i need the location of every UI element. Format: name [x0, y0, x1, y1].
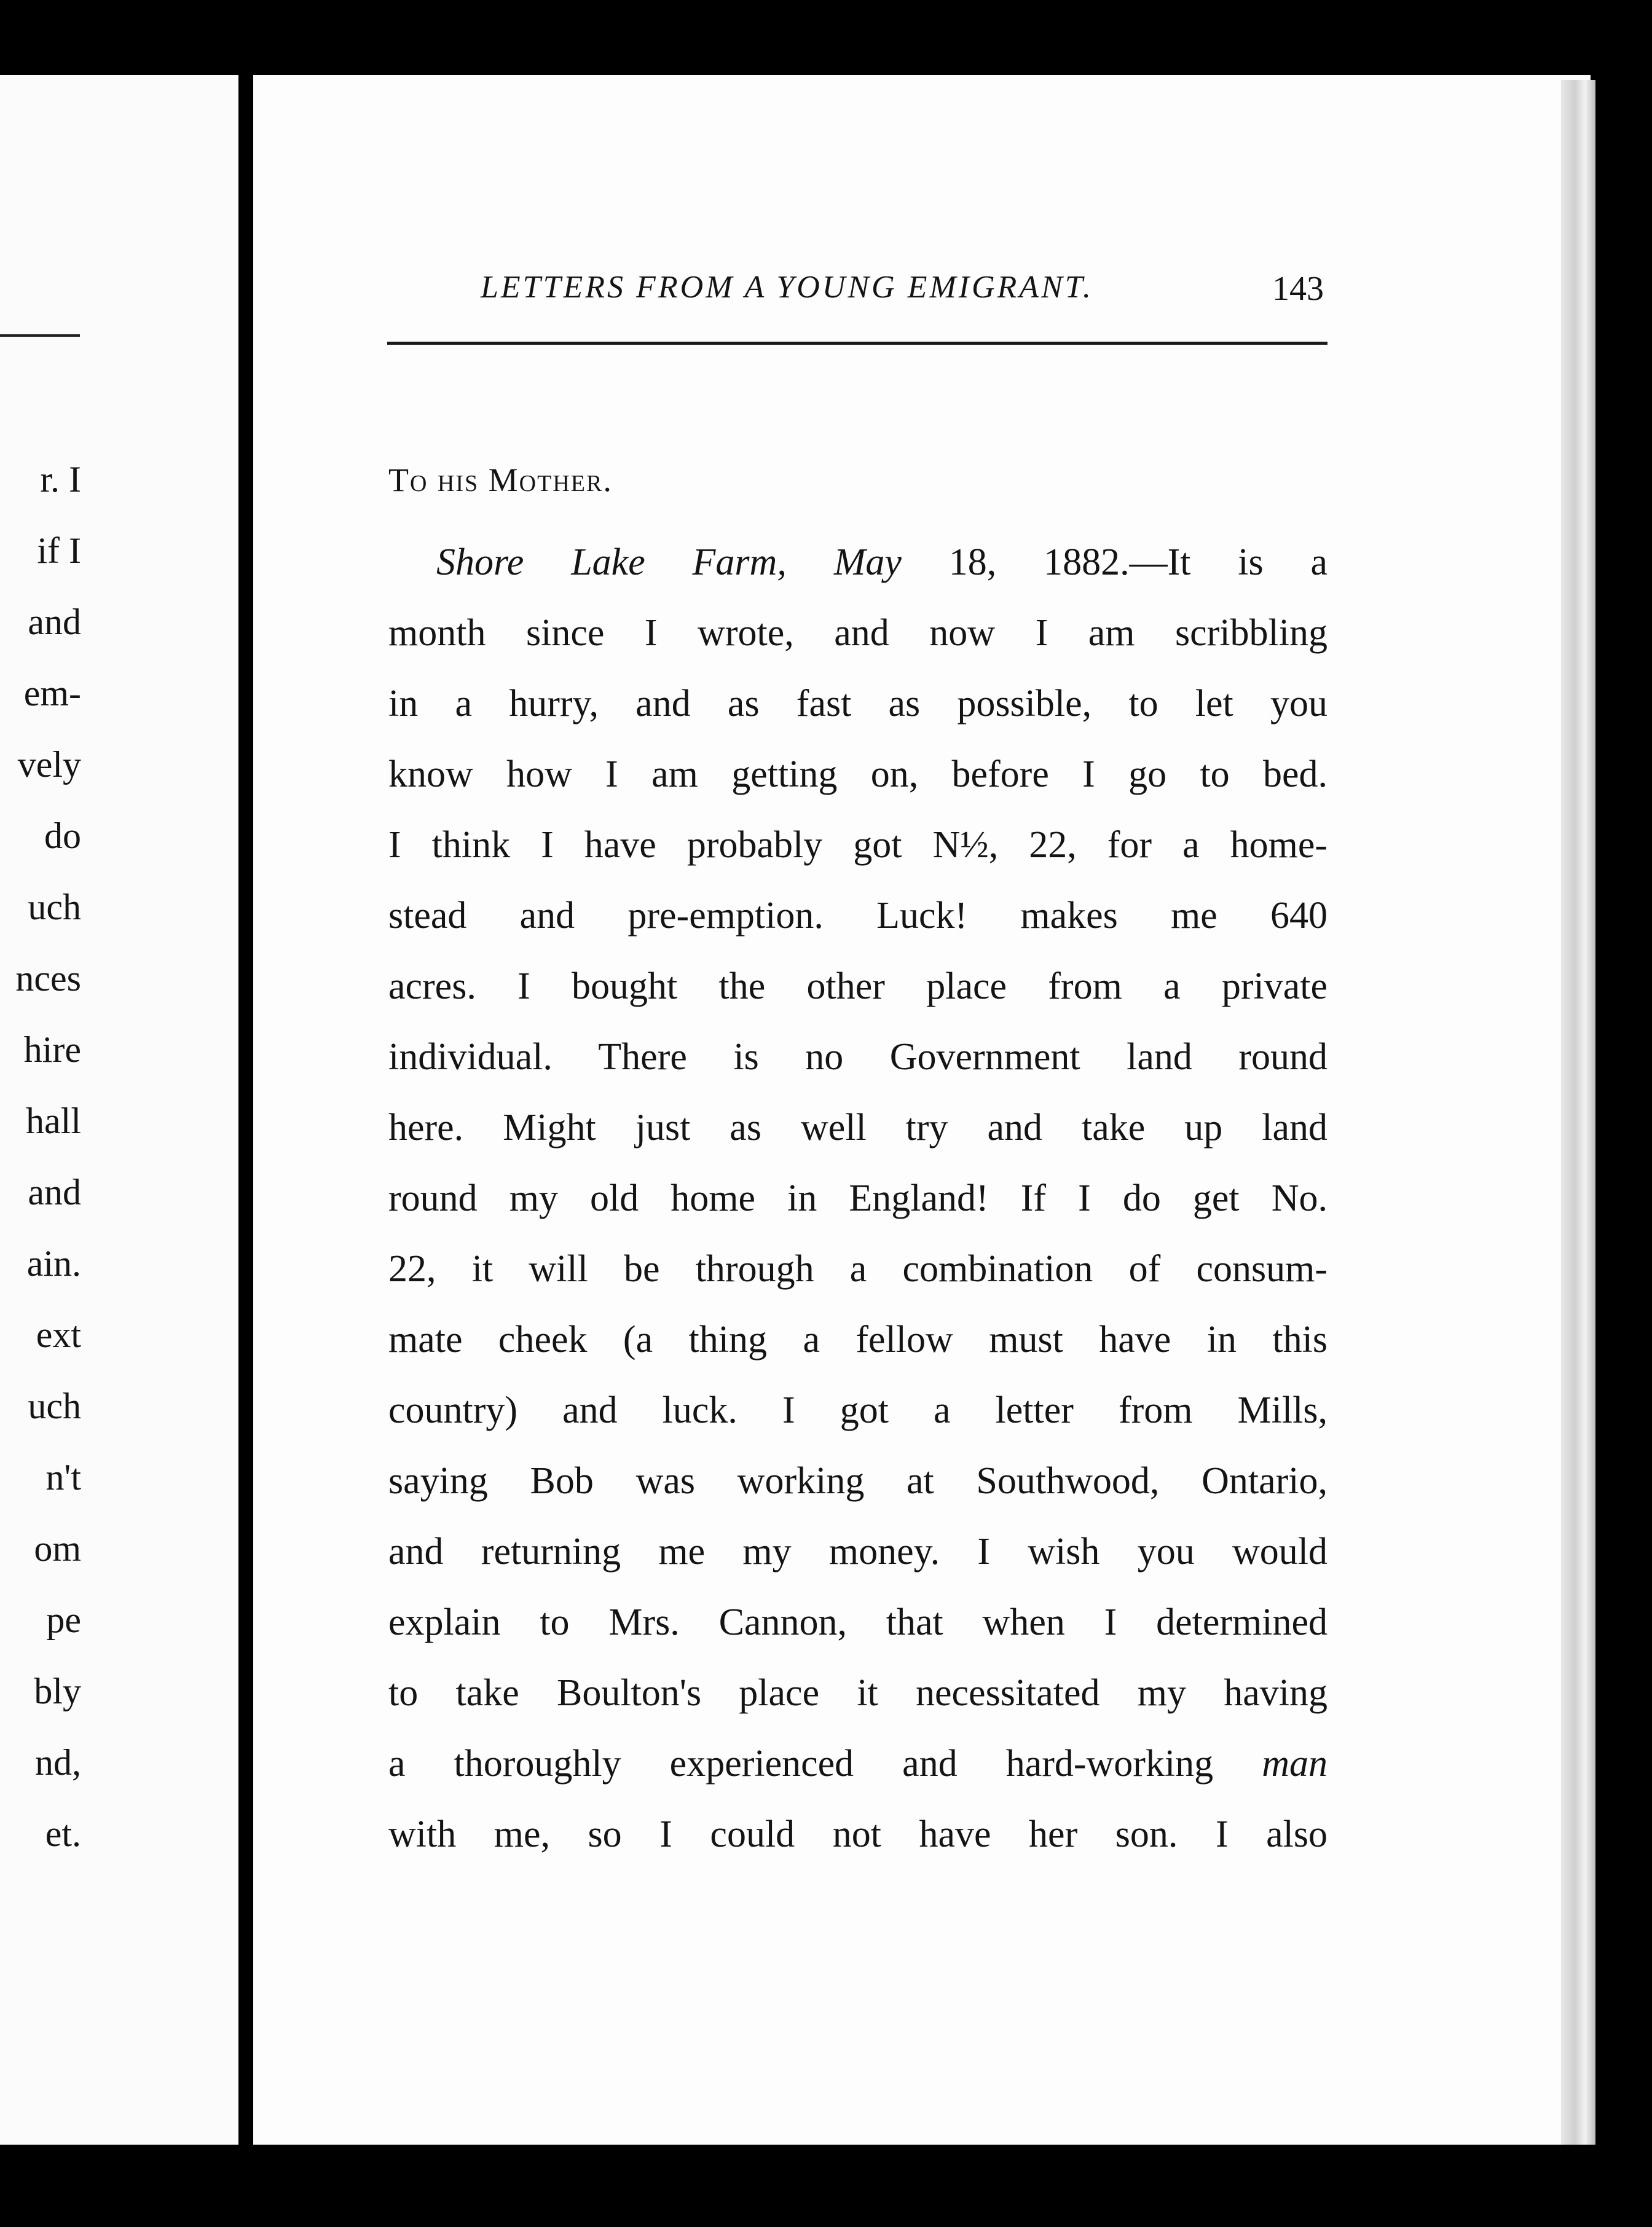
facing-page-fragment: uch — [28, 887, 81, 927]
body-line: in a hurry, and as fast as possible, to let you — [388, 683, 1328, 725]
facing-page-fragment: uch — [28, 1386, 81, 1426]
facing-page-fragment: ain. — [26, 1243, 81, 1284]
body-line: country) and luck. I got a letter from Mills, — [388, 1389, 1328, 1431]
facing-page-fragment: et. — [45, 1813, 81, 1854]
facing-page-fragment: r. I — [40, 459, 81, 500]
book-gutter — [238, 0, 253, 2227]
facing-page-fragment: and — [28, 602, 81, 642]
facing-page-fragment: ext — [36, 1314, 81, 1355]
body-line — [388, 1745, 1328, 1783]
body-line: I think I have probably got N½, 22, for a home- — [388, 824, 1328, 866]
body-line: here. Might just as well try and take up land — [388, 1107, 1328, 1149]
facing-page-fragment: nces — [15, 958, 81, 999]
page-edge — [1561, 80, 1595, 2145]
dateline-rest: 18, 1882.—It is a — [901, 541, 1328, 583]
facing-page-fragment: bly — [34, 1671, 81, 1711]
dateline-place: Shore Lake Farm, — [436, 541, 787, 583]
body-line: mate cheek (a thing a fellow must have in this — [388, 1319, 1328, 1361]
body-line: and returning me my money. I wish you would — [388, 1531, 1328, 1573]
body-line: month since I wrote, and now I am scribbling — [388, 612, 1328, 654]
line-text: a thoroughly experienced and hard-working — [388, 1743, 1262, 1785]
body-line: individual. There is no Government land round — [388, 1036, 1328, 1078]
body-line: acres. I bought the other place from a private — [388, 965, 1328, 1007]
body-line: stead and pre-emption. Luck! makes me 640 — [388, 895, 1328, 937]
body-line: round my old home in England! If I do get No. — [388, 1177, 1328, 1219]
facing-page-fragment: do — [44, 815, 81, 856]
body-line: to take Boulton's place it necessitated my having — [388, 1672, 1328, 1714]
body-line: saying Bob was working at Southwood, Ontario, — [388, 1460, 1328, 1502]
body-line — [436, 543, 1328, 581]
header-rule — [387, 342, 1328, 345]
dateline-month: May — [833, 541, 902, 583]
body-line: 22, it will be through a combination of consum- — [388, 1248, 1328, 1290]
facing-page-fragment: hall — [26, 1101, 81, 1141]
facing-page-fragment: pe — [46, 1600, 81, 1640]
facing-page-fragment: om — [34, 1528, 81, 1569]
body-line: know how I am getting on, before I go to bed. — [388, 753, 1328, 795]
facing-page-fragment: hire — [23, 1029, 81, 1070]
facing-page-fragment: if I — [37, 530, 81, 571]
page-number: 143 — [1272, 270, 1324, 308]
facing-page-fragment: and — [28, 1172, 81, 1212]
facing-page-fragment: em- — [23, 673, 81, 713]
facing-page-fragment: nd, — [35, 1742, 81, 1783]
body-line: explain to Mrs. Cannon, that when I determined — [388, 1601, 1328, 1643]
running-title: LETTERS FROM A YOUNG EMIGRANT. — [481, 270, 1093, 305]
body-line: with me, so I could not have her son. I also — [388, 1813, 1328, 1855]
facing-page-fragment: vely — [17, 744, 81, 785]
italic-word: man — [1262, 1743, 1328, 1785]
facing-page-rule — [0, 334, 80, 337]
facing-page — [0, 75, 238, 2145]
facing-page-fragment: n't — [45, 1457, 81, 1498]
letter-salutation: To his Mother. — [388, 462, 613, 498]
